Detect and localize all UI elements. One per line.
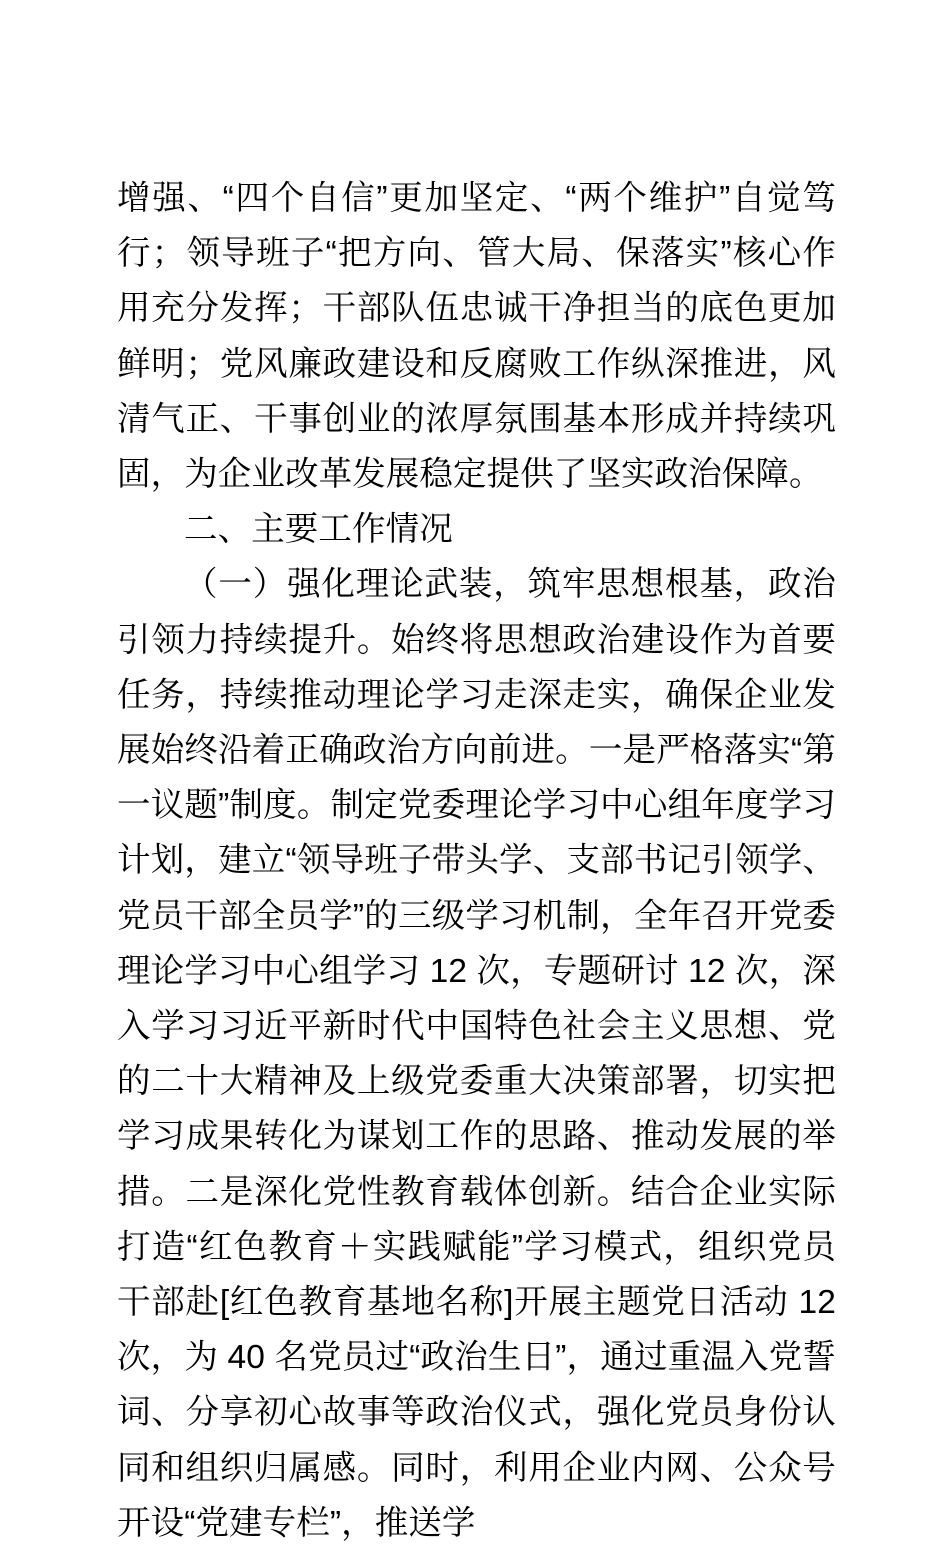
paragraph-subsection-one: （一）强化理论武装，筑牢思想根基，政治引领力持续提升。始终将思想政治建设作为首要任务，持续推动理论学习走深走实，确保企业发展始终沿着正确政治方向前进。一是严格落实“第一议题”制度。制定党委理论学习中心组年度学习计划，建立“领导班子带头学、支部书记引领学、党员干部全员学”的三级学习机制，全年召开党委理论学习中心组学习 12 次，专题研讨 12 次，深入学习习近平新时代中国特色社会主义思想、党的二十大精神及上级党委重大决策部署，切实把学习成果转化为谋划工作的思路、推动发展的举措。二是深化党性教育载体创新。结合企业实际打造“红色教育＋实践赋能”学习模式，组织党员干部赴[红色教育基地名称]开展主题党日活动 12 次，为 40 名党员过“政治生日”，通过重温入党誓词、分享初心故事等政治仪式，强化党员身份认同和组织归属感。同时，利用企业内网、公众号开设“党建专栏”，推送学 [117, 566, 836, 1542]
paragraph-continued-intro: 增强、“四个自信”更加坚定、“两个维护”自觉笃行；领导班子“把方向、管大局、保落实”核心作用充分发挥；干部队伍忠诚干净担当的底色更加鲜明；党风廉政建设和反腐败工作纵深推进，风清气正、干事创业的浓厚氛围基本形成并持续巩固，为企业改革发展稳定提供了坚实政治保障。 [117, 180, 836, 494]
document-text-column [117, 171, 836, 1551]
heading-section-two: 二、主要工作情况 [184, 511, 453, 549]
